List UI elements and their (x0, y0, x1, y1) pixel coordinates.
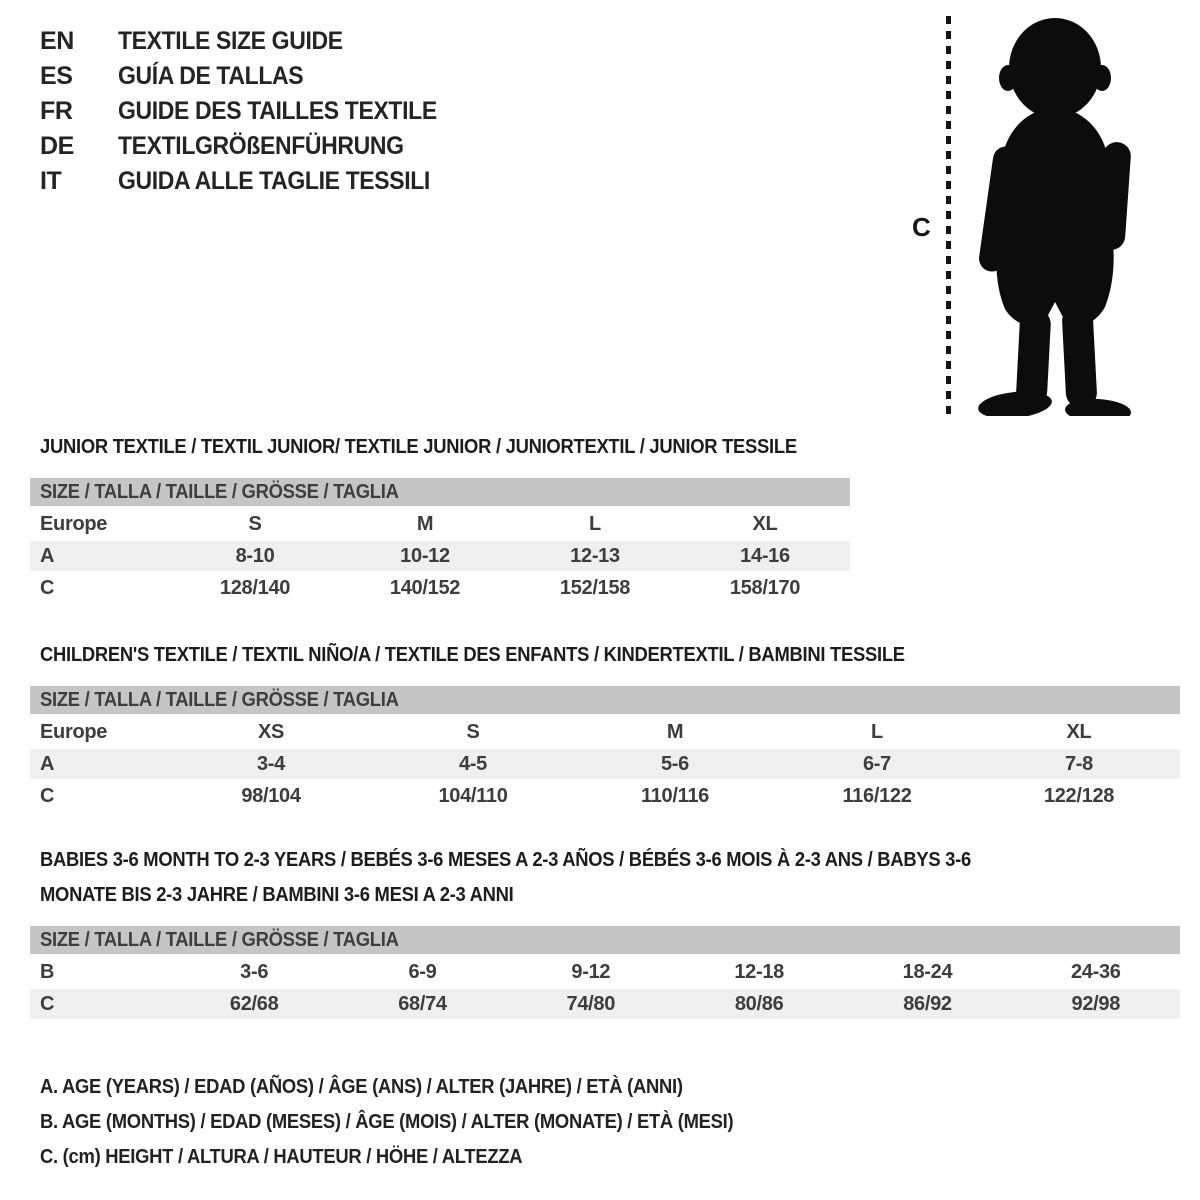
size-cell: 4-5 (458, 752, 487, 775)
language-title-block (40, 24, 465, 199)
table-row (30, 957, 1180, 987)
section-heading (40, 638, 1180, 673)
size-cell: 24-36 (1070, 960, 1121, 983)
measure-label-c: C (912, 212, 931, 242)
size-header-bar (30, 926, 1180, 954)
height-measure-dashed-line (946, 16, 951, 416)
size-cell: 92/98 (1071, 992, 1121, 1015)
section-heading (40, 843, 1180, 913)
childrens-textile-section (30, 638, 1180, 813)
size-cell: 68/74 (398, 992, 447, 1015)
size-cell: 62/68 (229, 992, 279, 1015)
size-cell: 98/104 (241, 784, 301, 807)
table-row (30, 573, 850, 603)
title-text: TEXTILGRÖßENFÜHRUNG (118, 132, 404, 160)
row-label: C (40, 992, 55, 1015)
size-cell: 152/158 (559, 576, 631, 599)
title-text: TEXTILE SIZE GUIDE (118, 27, 343, 55)
row-label: Europe (40, 720, 108, 743)
size-cell: 14-16 (740, 544, 790, 567)
size-cell: 8-10 (235, 544, 275, 567)
legend-text: B. AGE (MONTHS) / EDAD (MESES) / ÂGE (MOIS) / ALTER (MONATE) / ETÀ (MESI) (40, 1111, 734, 1133)
size-cell: 3-4 (256, 752, 285, 775)
size-cell: 10-12 (400, 544, 450, 567)
lang-code: EN (40, 27, 74, 55)
size-cell: L (871, 720, 883, 743)
lang-code: DE (40, 132, 74, 160)
size-header-label: SIZE / TALLA / TAILLE / GRÖSSE / TAGLIA (40, 928, 399, 951)
size-cell: 158/170 (729, 576, 801, 599)
table-row (30, 541, 850, 571)
size-cell: 12-18 (734, 960, 784, 983)
toddler-silhouette (958, 16, 1148, 416)
size-header-bar (30, 478, 850, 506)
size-cell: 116/122 (842, 784, 912, 807)
row-label: B (40, 960, 55, 983)
size-cell: 140/152 (389, 576, 461, 599)
lang-code: FR (40, 97, 73, 125)
size-table (30, 509, 850, 603)
section-heading-text: JUNIOR TEXTILE / TEXTIL JUNIOR/ TEXTILE JUNIOR / JUNIORTEXTIL / JUNIOR TESSILE (40, 436, 797, 458)
section-heading (40, 430, 850, 465)
size-header-label: SIZE / TALLA / TAILLE / GRÖSSE / TAGLIA (40, 688, 399, 711)
lang-code: ES (40, 62, 73, 90)
size-cell: XL (752, 512, 778, 535)
size-cell: 6-9 (408, 960, 437, 983)
size-cell: L (589, 512, 601, 535)
junior-textile-section (30, 430, 850, 605)
size-cell: XS (257, 720, 285, 743)
row-label: Europe (40, 512, 108, 535)
babies-textile-section (30, 843, 1180, 1021)
lang-code: IT (40, 167, 62, 195)
section-heading-text: BABIES 3-6 MONTH TO 2-3 YEARS / BEBÉS 3-6 MESES A 2-3 AÑOS / BÉBÉS 3-6 MOIS À 2-3 ANS / BABYS 3-6 MONATE BIS 2-3 JAHRE / BAMBINI 3-6 MESI A 2-3 ANNI (40, 849, 971, 906)
size-header-label: SIZE / TALLA / TAILLE / GRÖSSE / TAGLIA (40, 480, 399, 503)
section-heading-text: CHILDREN'S TEXTILE / TEXTIL NIÑO/A / TEXTILE DES ENFANTS / KINDERTEXTIL / BAMBINI TESSILE (40, 644, 905, 666)
table-row (30, 989, 1180, 1019)
size-cell: 7-8 (1064, 752, 1093, 775)
title-row-es (40, 59, 465, 94)
size-cell: 122/128 (1043, 784, 1115, 807)
size-cell: 128/140 (219, 576, 291, 599)
table-row (30, 749, 1180, 779)
size-cell: XL (1066, 720, 1092, 743)
size-cell: M (666, 720, 684, 743)
size-cell: 9-12 (571, 960, 611, 983)
row-label: C (40, 576, 55, 599)
size-cell: 5-6 (660, 752, 689, 775)
legend-text: A. AGE (YEARS) / EDAD (AÑOS) / ÂGE (ANS) / ALTER (JAHRE) / ETÀ (ANNI) (40, 1076, 683, 1098)
title-text: GUÍA DE TALLAS (118, 62, 304, 90)
row-label: C (40, 784, 55, 807)
size-table (30, 717, 1180, 811)
size-cell: 80/86 (734, 992, 784, 1015)
row-label: A (40, 544, 55, 567)
size-cell: S (466, 720, 480, 743)
title-row-fr (40, 94, 465, 129)
title-text: GUIDE DES TAILLES TEXTILE (118, 97, 437, 125)
title-row-it (40, 164, 465, 199)
size-header-bar (30, 686, 1180, 714)
row-label: A (40, 752, 55, 775)
legend-line-a (40, 1070, 794, 1105)
title-row-en (40, 24, 465, 59)
title-text: GUIDA ALLE TAGLIE TESSILI (118, 167, 430, 195)
size-table (30, 957, 1180, 1019)
table-row (30, 781, 1180, 811)
size-cell: S (248, 512, 262, 535)
size-cell: 18-24 (902, 960, 953, 983)
legend-block (40, 1070, 794, 1175)
legend-line-c (40, 1140, 794, 1175)
size-cell: 104/110 (438, 784, 508, 807)
size-cell: 3-6 (240, 960, 269, 983)
title-row-de (40, 129, 465, 164)
size-cell: 6-7 (862, 752, 891, 775)
size-cell: 86/92 (903, 992, 952, 1015)
table-row (30, 509, 850, 539)
table-row (30, 717, 1180, 747)
size-cell: M (416, 512, 434, 535)
legend-line-b (40, 1105, 794, 1140)
size-cell: 74/80 (566, 992, 616, 1015)
size-cell: 110/116 (641, 784, 709, 807)
size-cell: 12-13 (570, 544, 620, 567)
legend-text: C. (cm) HEIGHT / ALTURA / HAUTEUR / HÖHE / ALTEZZA (40, 1146, 523, 1168)
